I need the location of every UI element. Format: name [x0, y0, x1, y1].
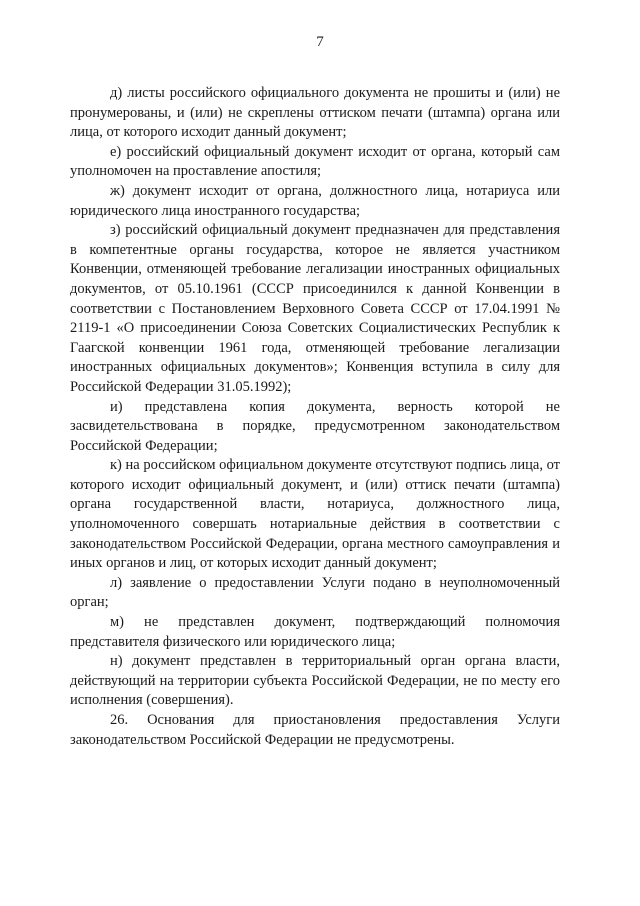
paragraph-m: м) не представлен документ, подтверждающий полномочия представителя физического или юридического лица;: [70, 614, 560, 650]
paragraph-26: 26. Основания для приостановления предоставления Услуги законодательством Российской Федерации не предусмотрены.: [70, 712, 560, 748]
paragraph-i: и) представлена копия документа, верность которой не засвидетельствована в порядке, предусмотренном законодательством Российской Федерации;: [70, 398, 560, 454]
paragraph-e: е) российский официальный документ исходит от органа, который сам уполномочен на проставление апостиля;: [70, 143, 560, 180]
page-number: 7: [316, 34, 324, 50]
document-body: [70, 84, 560, 750]
paragraph-d: д) листы российского официального документа не прошиты и (или) не пронумерованы, и (или) не скреплены оттиском печати (штампа) органа или лица, от которого исходит данный документ;: [70, 85, 560, 141]
paragraph-l: л) заявление о предоставлении Услуги подано в неуполномоченный орган;: [70, 574, 560, 611]
paragraph-zh: ж) документ исходит от органа, должностного лица, нотариуса или юридического лица иностранного государства;: [70, 182, 560, 219]
paragraph-n: н) документ представлен в территориальный орган органа власти, действующий на территории субъекта Российской Федерации, не по месту его исполнения (совершения).: [70, 653, 560, 709]
paragraph-k: к) на российском официальном документе отсутствуют подпись лица, от которого исходит официальный документ, и (или) оттиск печати (штампа) органа государственной власти, нотариуса, должностного лица, уполномоченного совершать нотариальные действия в соответствии с законодательством Российской Федерации, органа местного самоуправления и иных органов и лиц, от которых исходит данный документ;: [70, 457, 560, 572]
paragraph-z: з) российский официальный документ предназначен для представления в компетентные органы государства, которое не является участником Конвенции, отменяющей требование легализации иностранных официальных документов, от 05.10.1961 (СССР присоединился к данной Конвенции в соответствии с Постановлением Верховного Совета СССР от 17.04.1991 № 2119-1 «О присоединении Союза Советских Социалистических Республик к Гаагской конвенции 1961 года, отменяющей требование легализации иностранных официальных документов»; Конвенция вступила в силу для Российской Федерации 31.05.1992);: [70, 222, 560, 395]
